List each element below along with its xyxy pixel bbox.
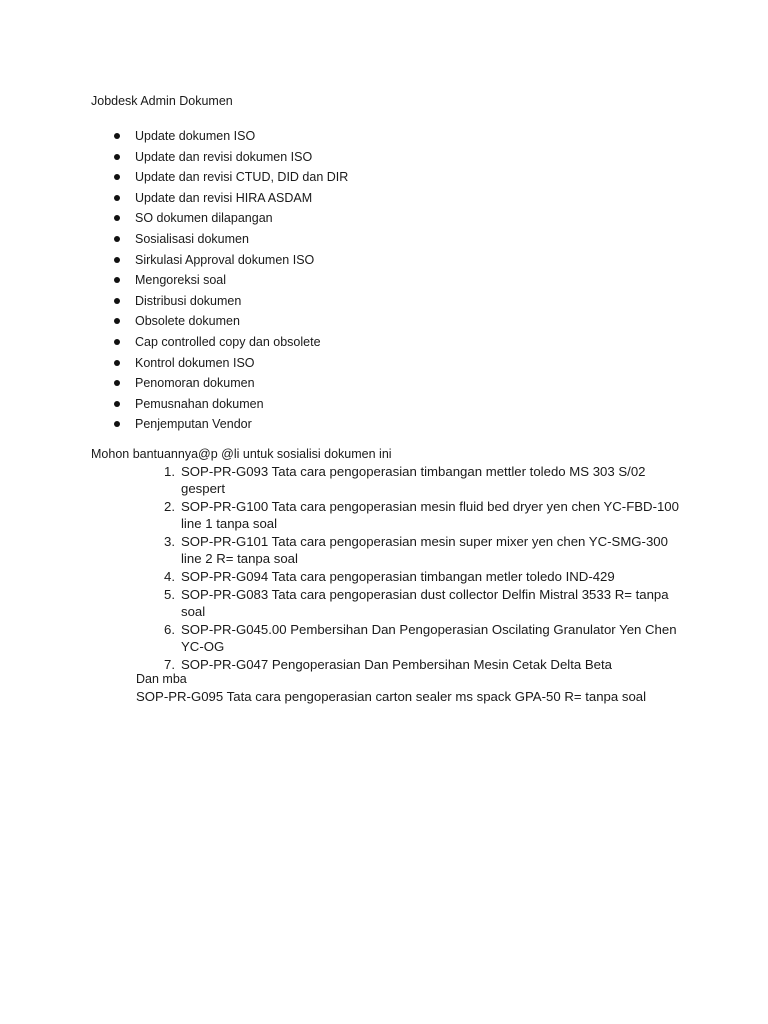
bullet-icon xyxy=(114,401,120,407)
task-list xyxy=(112,126,348,435)
sop-number: 2. xyxy=(164,499,175,514)
task-label: Kontrol dokumen ISO xyxy=(135,355,255,370)
extra-sop: SOP-PR-G095 Tata cara pengoperasian carton sealer ms spack GPA-50 R= tanpa soal xyxy=(136,689,647,704)
sop-text: SOP-PR-G100 Tata cara pengoperasian mesin fluid bed dryer yen chen YC-FBD-100 line 1 tanpa soal xyxy=(181,499,679,532)
sop-number: 6. xyxy=(164,621,175,637)
task-label: Pemusnahan dokumen xyxy=(135,396,264,411)
task-label: Distribusi dokumen xyxy=(135,293,242,308)
document-title: Jobdesk Admin Dokumen xyxy=(91,94,233,108)
sop-text: SOP-PR-G047 Pengoperasian Dan Pembersihan Mesin Cetak Delta Beta xyxy=(181,656,613,672)
sop-item xyxy=(155,498,680,532)
list-item xyxy=(112,167,348,188)
sop-text: SOP-PR-G093 Tata cara pengoperasian timbangan mettler toledo MS 303 S/02 gespert xyxy=(181,464,646,497)
sop-text: SOP-PR-G045.00 Pembersihan Dan Pengoperasian Oscilating Granulator Yen Chen YC-OG xyxy=(181,621,677,654)
list-item xyxy=(112,270,348,291)
list-item xyxy=(112,250,348,271)
task-label: Penomoran dokumen xyxy=(135,376,255,391)
task-label: Update dan revisi HIRA ASDAM xyxy=(135,190,313,205)
task-label: Update dan revisi CTUD, DID dan DIR xyxy=(135,170,349,185)
request-paragraph: Mohon bantuannya@p @li untuk sosialisi dokumen ini xyxy=(91,447,392,461)
bullet-icon xyxy=(114,380,120,386)
list-item xyxy=(112,373,348,394)
bullet-icon xyxy=(114,133,120,139)
sop-text: SOP-PR-G094 Tata cara pengoperasian timbangan metler toledo IND-429 xyxy=(181,569,615,584)
list-item xyxy=(112,291,348,312)
bullet-icon xyxy=(114,339,120,345)
task-label: SO dokumen dilapangan xyxy=(135,211,273,226)
list-item xyxy=(112,229,348,250)
task-label: Cap controlled copy dan obsolete xyxy=(135,334,321,349)
sop-item xyxy=(155,586,680,620)
list-item xyxy=(112,188,348,209)
task-label: Update dan revisi dokumen ISO xyxy=(135,149,313,164)
sop-item xyxy=(155,568,680,585)
list-item xyxy=(112,353,348,374)
bullet-icon xyxy=(114,277,120,283)
sop-item xyxy=(155,533,680,567)
list-item xyxy=(112,311,348,332)
bullet-icon xyxy=(114,236,120,242)
sop-item xyxy=(155,656,680,673)
task-label: Sirkulasi Approval dokumen ISO xyxy=(135,252,315,267)
bullet-icon xyxy=(114,360,120,366)
dan-label: Dan mba xyxy=(136,672,187,686)
list-item xyxy=(112,414,348,435)
list-item xyxy=(112,147,348,168)
bullet-icon xyxy=(114,174,120,180)
sop-number: 7. xyxy=(164,656,175,672)
bullet-icon xyxy=(114,154,120,160)
task-label: Update dokumen ISO xyxy=(135,129,256,143)
list-item xyxy=(112,126,348,147)
task-label: Obsolete dokumen xyxy=(135,314,240,329)
sop-list xyxy=(155,463,680,674)
list-item xyxy=(112,208,348,229)
bullet-icon xyxy=(114,215,120,221)
sop-number: 3. xyxy=(164,534,175,549)
bullet-icon xyxy=(114,195,120,201)
sop-text: SOP-PR-G101 Tata cara pengoperasian mesin super mixer yen chen YC-SMG-300 line 2 R= tanpa soal xyxy=(181,534,668,567)
task-label: Sosialisasi dokumen xyxy=(135,231,249,246)
sop-number: 4. xyxy=(164,569,175,584)
task-label: Penjemputan Vendor xyxy=(135,417,252,432)
list-item xyxy=(112,332,348,353)
sop-item xyxy=(155,621,680,655)
task-label: Mengoreksi soal xyxy=(135,273,227,288)
bullet-icon xyxy=(114,257,120,263)
bullet-icon xyxy=(114,298,120,304)
sop-item xyxy=(155,463,680,497)
bullet-icon xyxy=(114,421,120,427)
sop-text: SOP-PR-G083 Tata cara pengoperasian dust collector Delfin Mistral 3533 R= tanpa soal xyxy=(181,586,669,619)
list-item xyxy=(112,394,348,415)
bullet-icon xyxy=(114,318,120,324)
sop-number: 1. xyxy=(164,464,175,479)
sop-number: 5. xyxy=(164,586,175,602)
